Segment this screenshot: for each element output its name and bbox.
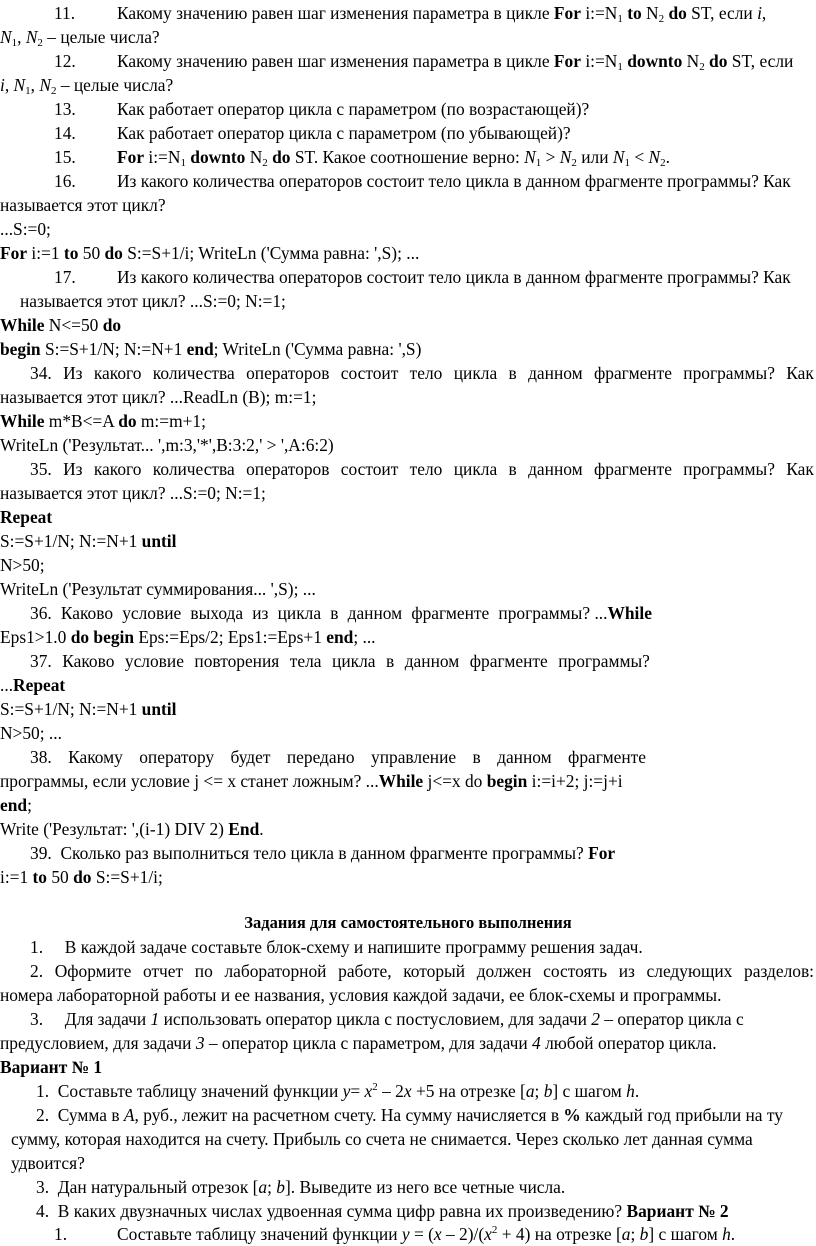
code-line: WriteLn ('Результат... ',m:3,'*',B:3:2,' > ',A:6:2) bbox=[0, 435, 334, 455]
question-number: 13. bbox=[54, 99, 76, 119]
task-3-line-2: предусловием, для задачи 3 – оператор цикла с параметром, для задачи 4 любой оператор цикла. bbox=[0, 1033, 717, 1053]
code-line: end; bbox=[0, 795, 32, 815]
question-17-line-2: называется этот цикл? ...S:=0; N:=1; bbox=[20, 291, 286, 311]
task-1: 1. В каждой задаче составьте блок-схему и напишите программу решения задач. bbox=[30, 937, 643, 957]
variant-1-task-1: 1. Составьте таблицу значений функции $y= x^2 - 2x +5$ на отрезке [a; b] с шагом h. bbox=[36, 1081, 640, 1101]
question-number: 12. bbox=[54, 51, 76, 71]
variant-2-heading: Вариант № 2 bbox=[626, 1201, 729, 1221]
question-38-line-2: программы, если условие j <= x станет ложным? ...While j<=x do begin i:=i+2; j:=j+i bbox=[0, 771, 623, 791]
question-37: 37. Каково условие повторения тела цикла в данном фрагменте программы? bbox=[30, 651, 650, 671]
code-line: N>50; bbox=[0, 555, 45, 575]
question-34-line-2: называется этот цикл? ...ReadLn (B); m:=1; bbox=[0, 387, 317, 407]
variant-1-task-3: 3. Дан натуральный отрезок [a; b]. Выведите из него все четные числа. bbox=[36, 1177, 566, 1197]
question-number: 39. bbox=[30, 843, 52, 863]
question-number: 35. bbox=[30, 459, 52, 479]
code-line: While N<=50 do bbox=[0, 315, 122, 335]
question-34: 34. Из какого количества операторов состоит тело цикла в данном фрагменте программы? Как bbox=[30, 363, 814, 383]
question-39: 39. Сколько раз выполниться тело цикла в данном фрагменте программы? For bbox=[30, 843, 616, 863]
variant-1-heading: Вариант № 1 bbox=[0, 1057, 103, 1077]
task-number: 1. bbox=[30, 937, 44, 957]
variant-1-task-2: 2. Сумма в A, руб., лежит на расчетном счету. На сумму начисляется в % каждый год прибыли на ту bbox=[36, 1105, 783, 1125]
task-number: 2. bbox=[30, 961, 44, 981]
task-number: 2. bbox=[36, 1105, 50, 1125]
question-number: 34. bbox=[30, 363, 52, 383]
task-number: 1. bbox=[36, 1081, 50, 1101]
code-line: S:=S+1/N; N:=N+1 until bbox=[0, 531, 177, 551]
question-number: 16. bbox=[54, 171, 76, 191]
document-page: 11. Какому значению равен шаг изменения параметра в цикле For $i:=N_1$ to $N_2$ do ST, если i, $N_1$, $N_2$ – целые числа? 12. Какому значению равен шаг изменения параметра в цикле For $i:=N_1$ downto $N_2$ do ST, если i, $N_1$, $N_2$ – целые числа? 13. Как работает оператор цикла с параметром (по возрастающей)? 14. Как работает оператор цикла с параметром (по убывающей)? 15. For $i:=N_1$ downto $N_2$ do ST. Какое соотношение верно: $N_1 > N_2$ или $N_1 < N_2$. 16. Из какого количества операторов состоит тело цикла в данном фрагменте программы? Как называется этот цикл? ...S:=0; For i:=1 to 50 do S:=S+1/i; WriteLn ('Сумма равна: ',S); ... 17. Из какого количества операторов состоит тело цикла в данном фрагменте программы? Как называется этот цикл? ...S:=0; N:=1; While N<=50 do begin S:=S+1/N; N:=N+1 end; WriteLn ('Сумма равна: ',S) 34. Из какого количества операторов состоит тело цикла в данном фрагменте программы? Как называется этот цикл? ...ReadLn (B); m:=1; While m*B<=A do m:=m+1; WriteLn ('Результат... ',m:3,'*',B:3:2,' > ',A:6:2) 35. Из какого количества операторов состоит тело цикла в данном фрагменте программы? Как называется этот цикл? ...S:=0; N:=1; Repeat S:=S+1/N; N:=N+1 until N>50; WriteLn ('Результат суммирования... ',S); ... 36. Каково условие выхода из цикла в данном фрагменте программы? ...While Eps1>1.0 do begin Eps:=Eps/2; Eps1:=Eps+1 end; ... 37. Каково условие повторения тела цикла в данном фрагменте программы? ...Repeat S:=S+1/N; N:=N+1 until N>50; ... 38. Какому оператору будет передано управление в данном фрагменте программы, если условие j <= x станет ложным? ...While j<=x do begin i:=i+2; j:=j+i end; Write ('Результат: ',(i-1) DIV 2) End. 39. Сколько раз выполниться тело цикла в данном фрагменте программы? For i:=1 to 50 do S:=S+1/i; Задания для самостоятельного выполнения 1. В каждой задаче составьте блок-схему и напишите программу решения задач. 2. Оформите отчет по лабораторной работе, который должен состоять из следующих разделов: номера лабораторной работы и ее названия, условия каждой задачи, ее блок-схемы и программы. 3. Для задачи 1 использовать оператор цикла с постусловием, для задачи 2 – оператор цикла с предусловием, для задачи 3 – оператор цикла с параметром, для задачи 4 любой оператор цикла. Вариант № 1 1. Составьте таблицу значений функции $y= x^2 - 2x +5$ на отрезке [a; b] с шагом h. 2. Сумма в A, руб., лежит на расчетном счету. На сумму начисляется в % каждый год прибыли на ту сумму, которая находится на счету. Прибыль со счета не снимается. Через сколько лет данная сумма удвоится? 3. Дан натуральный отрезок [a; b]. Выведите из него все четные числа. 4. В каких двузначных числах удвоенная сумма цифр равна их произведению? Вариант № 2 1. Составьте таблицу значений функции $y = (x - 2)/(x^2 + 4)$ на отрезке [a; b] с шагом h. bbox=[0, 3, 814, 1244]
task-number: 3. bbox=[36, 1177, 50, 1197]
task-3: 3. Для задачи 1 использовать оператор цикла с постусловием, для задачи 2 – оператор цикла с bbox=[30, 1009, 744, 1029]
question-number: 11. bbox=[54, 3, 76, 23]
code-line: Eps1>1.0 do begin Eps:=Eps/2; Eps1:=Eps+1 end; ... bbox=[0, 627, 376, 647]
code-line: For i:=1 to 50 do S:=S+1/i; WriteLn ('Сумма равна: ',S); ... bbox=[0, 243, 420, 263]
task-2-line-2: номера лабораторной работы и ее названия, условия каждой задачи, ее блок-схемы и программы. bbox=[0, 985, 722, 1005]
question-16-line-2: называется этот цикл? bbox=[0, 195, 166, 215]
code-line: ...Repeat bbox=[0, 675, 66, 695]
task-number: 3. bbox=[30, 1009, 44, 1029]
code-line: S:=S+1/N; N:=N+1 until bbox=[0, 699, 177, 719]
question-number: 36. bbox=[30, 603, 52, 623]
variant-1-task-2-line-2: сумму, которая находится на счету. Прибыль со счета не снимается. Через сколько лет данная сумма bbox=[11, 1129, 753, 1149]
question-number: 38. bbox=[30, 747, 52, 767]
code-line: Repeat bbox=[0, 507, 53, 527]
task-2: 2. Оформите отчет по лабораторной работе, который должен состоять из следующих разделов: bbox=[30, 961, 814, 981]
code-line: N>50; ... bbox=[0, 723, 62, 743]
question-number: 17. bbox=[54, 267, 76, 287]
question-number: 14. bbox=[54, 123, 76, 143]
task-number: 1. bbox=[54, 1224, 68, 1244]
section-title: Задания для самостоятельного выполнения bbox=[244, 913, 572, 932]
question-number: 37. bbox=[30, 651, 52, 671]
question-number: 15. bbox=[54, 147, 76, 167]
code-line: While m*B<=A do m:=m+1; bbox=[0, 411, 206, 431]
question-35: 35. Из какого количества операторов состоит тело цикла в данном фрагменте программы? Как bbox=[30, 459, 814, 479]
variant-1-task-4: 4. В каких двузначных числах удвоенная сумма цифр равна их произведению? Вариант № 2 bbox=[36, 1201, 729, 1221]
task-number: 4. bbox=[36, 1201, 50, 1221]
code-line: begin S:=S+1/N; N:=N+1 end; WriteLn ('Сумма равна: ',S) bbox=[0, 339, 422, 359]
code-line: i:=1 to 50 do S:=S+1/i; bbox=[0, 867, 163, 887]
question-36: 36. Каково условие выхода из цикла в данном фрагменте программы? ...While bbox=[30, 603, 652, 623]
question-11-line-2: $N_1$, $N_2$ – целые числа? bbox=[0, 27, 160, 49]
code-line: Write ('Результат: ',(i-1) DIV 2) End. bbox=[0, 819, 264, 839]
question-38: 38. Какому оператору будет передано управление в данном фрагменте bbox=[30, 747, 646, 767]
variant-1-task-2-line-3: удвоится? bbox=[11, 1153, 85, 1173]
code-line: WriteLn ('Результат суммирования... ',S); ... bbox=[0, 579, 316, 599]
question-35-line-2: называется этот цикл? ...S:=0; N:=1; bbox=[0, 483, 266, 503]
question-12-line-2: i, $N_1$, $N_2$ – целые числа? bbox=[0, 75, 174, 97]
code-line: ...S:=0; bbox=[0, 219, 51, 239]
